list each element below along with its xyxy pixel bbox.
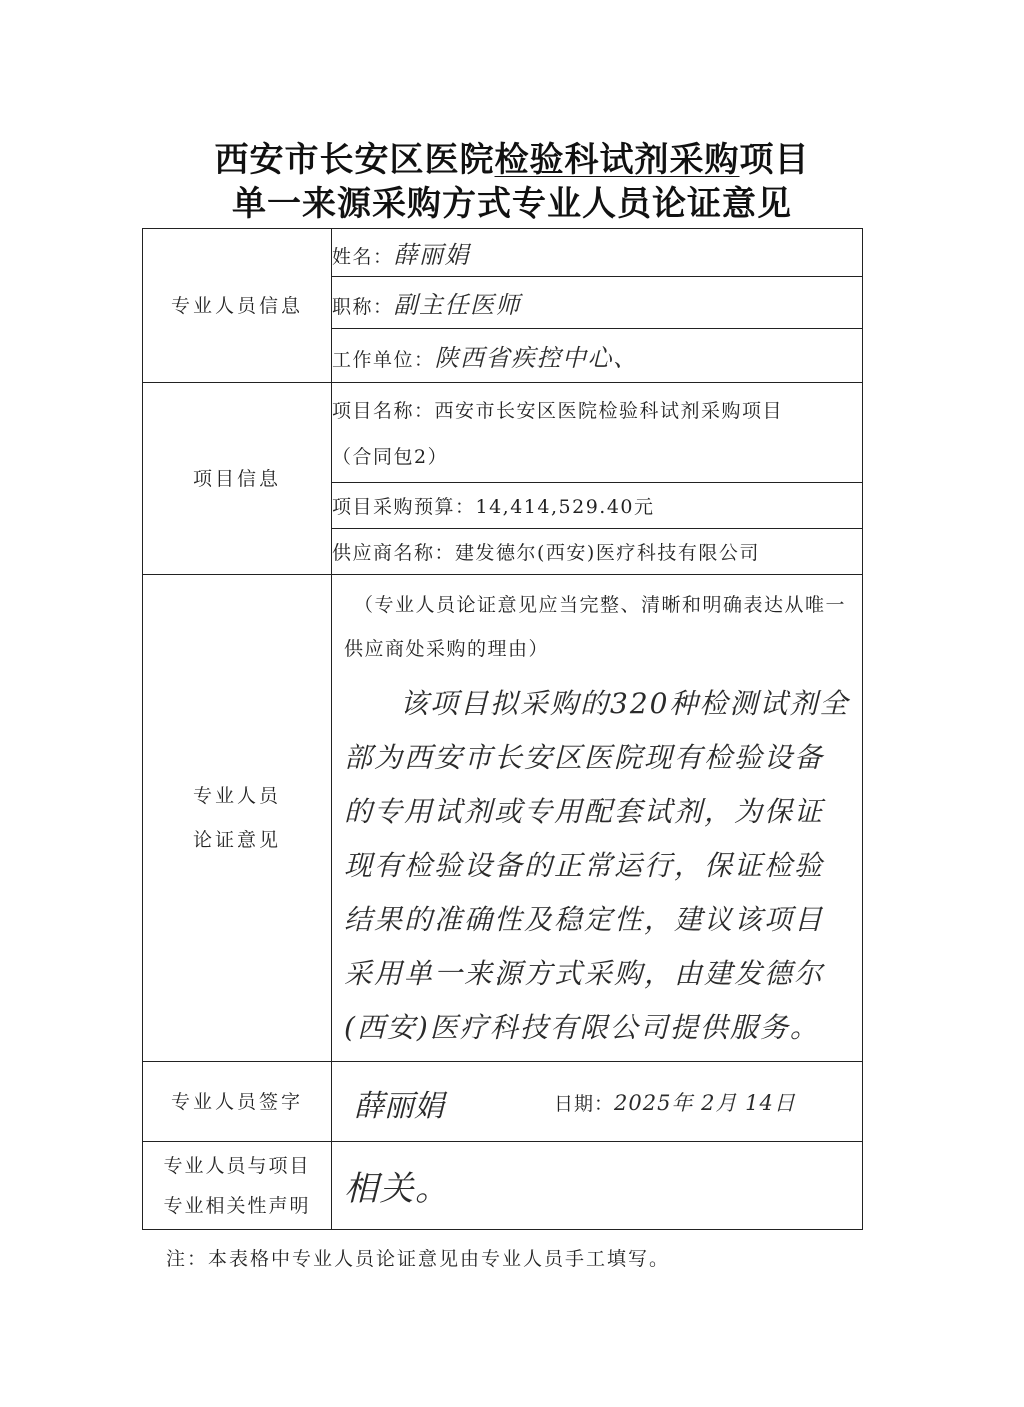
opinion-handwritten-text: 该项目拟采购的320种检测试剂全部为西安市长安区医院现有检验设备的专用试剂或专用配套试剂，为保证现有检验设备的正常运行，保证检验结果的准确性及稳定性，建议该项目采用单一来源方式采购，由建发德尔(西安)医疗科技有限公司提供服务。 — [344, 687, 850, 1044]
title-suffix: 项目 — [739, 140, 810, 180]
project-name-field — [332, 383, 863, 483]
form-table — [142, 228, 863, 1230]
opinion-cell — [332, 575, 863, 1062]
title-label: 职称： — [332, 296, 394, 318]
title-field — [332, 277, 863, 329]
name-value: 薛丽娟 — [393, 241, 471, 269]
date-field — [554, 1087, 796, 1117]
title-underlined-part: 检验科试剂采购 — [494, 140, 740, 180]
relevance-label-line2: 专业相关性声明 — [163, 1194, 311, 1217]
relevance-value: 相关。 — [344, 1169, 451, 1209]
row-name — [143, 229, 863, 277]
relevance-label-line1: 专业人员与项目 — [163, 1154, 311, 1177]
employer-label: 工作单位： — [332, 349, 435, 371]
title-value: 副主任医师 — [393, 291, 522, 319]
title-prefix: 西安市长安区医院 — [214, 140, 495, 180]
employer-field — [332, 329, 863, 383]
row-relevance — [143, 1142, 863, 1230]
relevance-cell — [332, 1142, 863, 1230]
name-field — [332, 229, 863, 277]
opinion-label-line1: 专业人员 — [192, 785, 281, 807]
signature-value: 薛丽娟 — [354, 1088, 444, 1124]
expert-info-label: 专业人员信息 — [143, 229, 332, 383]
footnote: 注：本表格中专业人员论证意见由专业人员手工填写。 — [166, 1248, 671, 1270]
row-opinion — [143, 575, 863, 1062]
date-value: 2025年 2月 14日 — [614, 1090, 796, 1115]
row-project-name — [143, 383, 863, 483]
employer-value: 陕西省疾控中心、 — [434, 344, 639, 372]
opinion-instruction: （专业人员论证意见应当完整、清晰和明确表达从唯一供应商处采购的理由） — [344, 594, 847, 660]
opinion-label-line2: 论证意见 — [192, 829, 281, 851]
budget-field: 项目采购预算：14,414,529.40元 — [332, 483, 863, 529]
project-info-label: 项目信息 — [143, 383, 332, 575]
supplier-field: 供应商名称：建发德尔(西安)医疗科技有限公司 — [332, 529, 863, 575]
project-name-line2: （合同包2） — [332, 445, 449, 468]
signature-label: 专业人员签字 — [143, 1062, 332, 1142]
row-signature — [143, 1062, 863, 1142]
name-label: 姓名： — [332, 246, 394, 268]
relevance-label — [143, 1142, 332, 1230]
opinion-label — [143, 575, 332, 1062]
project-name-line1: 项目名称：西安市长安区医院检验科试剂采购项目 — [332, 399, 784, 422]
document-title-line1 — [0, 132, 1024, 181]
signature-cell — [332, 1062, 863, 1142]
document-title-line2: 单一来源采购方式专业人员论证意见 — [232, 184, 792, 224]
date-label: 日期： — [554, 1092, 615, 1115]
